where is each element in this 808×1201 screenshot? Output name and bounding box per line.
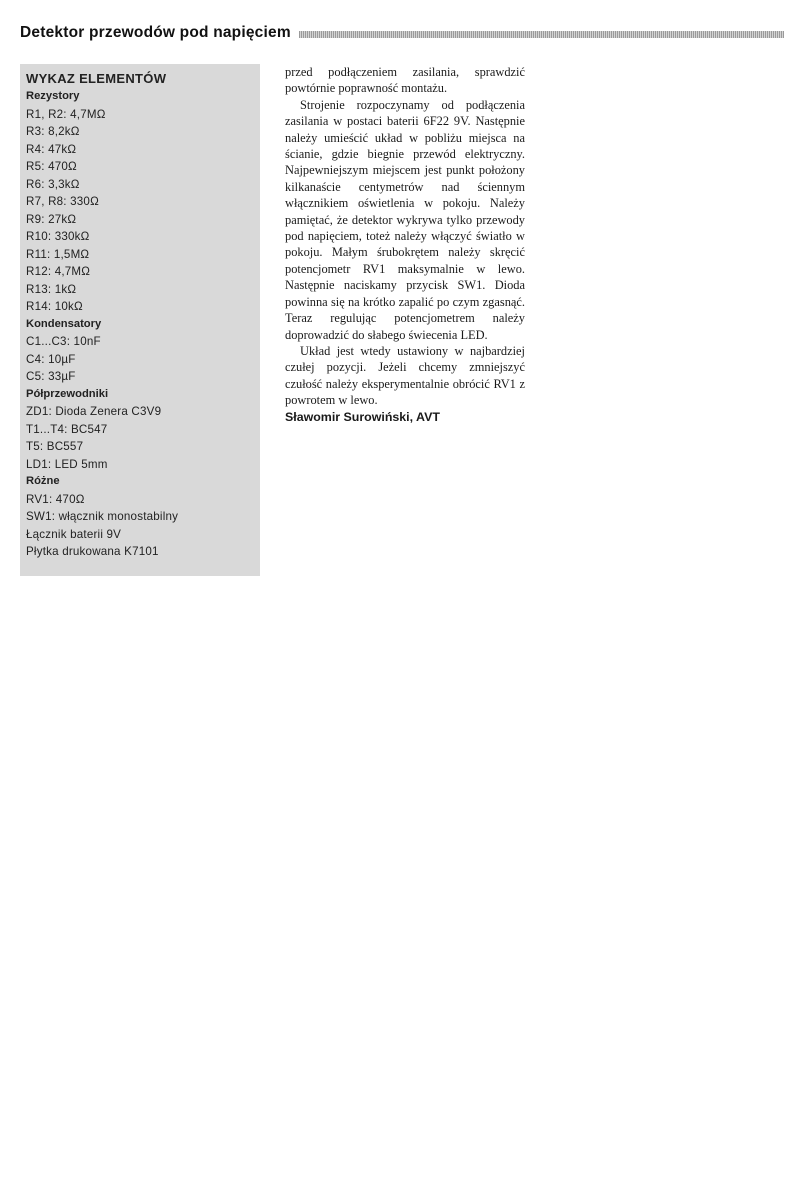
list-item: R5: 470Ω xyxy=(26,160,77,173)
page-title: Detektor przewodów pod napięciem xyxy=(20,24,291,41)
list-item: C1...C3: 10nF xyxy=(26,335,101,348)
list-item: Płytka drukowana K7101 xyxy=(26,545,159,558)
list-item: R4: 47kΩ xyxy=(26,142,77,156)
list-item: LD1: LED 5mm xyxy=(26,457,108,471)
page-header xyxy=(20,22,784,44)
article-author: Sławomir Surowiński, AVT xyxy=(285,409,440,424)
list-item: R3: 8,2kΩ xyxy=(26,125,80,138)
header-rule xyxy=(299,31,784,38)
parts-list-title: WYKAZ ELEMENTÓW xyxy=(26,71,167,86)
list-item: R14: 10kΩ xyxy=(26,300,83,313)
list-item: R10: 330kΩ xyxy=(26,230,90,243)
list-item: R9: 27kΩ xyxy=(26,212,77,226)
article-paragraph: Strojenie rozpoczynamy od podłączenia zasilania w postaci baterii 6F22 9V. Następnie należy umieścić układ w pobliżu miejsca na ścianie, gdzie biegnie przewód elektryczny. Najpewniejszym miejscem jest punkt położony kilkanaście centymetrów nad ściennym włącznikiem oświetlenia w pokoju. Należy pamiętać, że detektor wykrywa tylko przewody pod napięciem, toteż należy włączyć światło w pokoju. Małym śrubokrętem należy skręcić potencjometr RV1 maksymalnie w lewo. Następnie naciskamy przycisk SW1. Dioda powinna się na krótko zapalić po czym zgasnąć. Teraz regulując potencjometrem należy doprowadzić do słabego świecenia LED. xyxy=(285,97,525,342)
list-item: T5: BC557 xyxy=(26,440,84,453)
section-heading-semiconductors: Półprzewodniki xyxy=(26,387,109,400)
section-heading-resistors: Rezystory xyxy=(26,90,80,102)
list-item: R12: 4,7MΩ xyxy=(26,265,91,278)
list-item: T1...T4: BC547 xyxy=(26,422,108,436)
article-body xyxy=(285,64,525,426)
list-item: RV1: 470Ω xyxy=(26,492,85,506)
list-item: C5: 33µF xyxy=(26,370,76,383)
article-paragraph: przed podłączeniem zasilania, sprawdzić powtórnie poprawność montażu. xyxy=(285,65,525,96)
list-item: R6: 3,3kΩ xyxy=(26,177,80,191)
parts-list-box xyxy=(20,64,260,576)
list-item: R7, R8: 330Ω xyxy=(26,195,99,208)
list-item: C4: 10µF xyxy=(26,352,76,366)
list-item: R1, R2: 4,7MΩ xyxy=(26,107,106,121)
section-heading-capacitors: Kondensatory xyxy=(26,317,102,330)
list-item: SW1: włącznik monostabilny xyxy=(26,510,179,523)
list-item: ZD1: Dioda Zenera C3V9 xyxy=(26,405,162,418)
section-heading-misc: Różne xyxy=(26,475,60,487)
list-item: R13: 1kΩ xyxy=(26,282,77,296)
list-item: Łącznik baterii 9V xyxy=(26,527,122,541)
article-paragraph: Układ jest wtedy ustawiony w najbardziej czułej pozycji. Jeżeli chcemy zmniejszyć czułość należy eksperymentalnie obrócić RV1 z powrotem w lewo. xyxy=(285,343,525,408)
list-item: R11: 1,5MΩ xyxy=(26,247,90,261)
